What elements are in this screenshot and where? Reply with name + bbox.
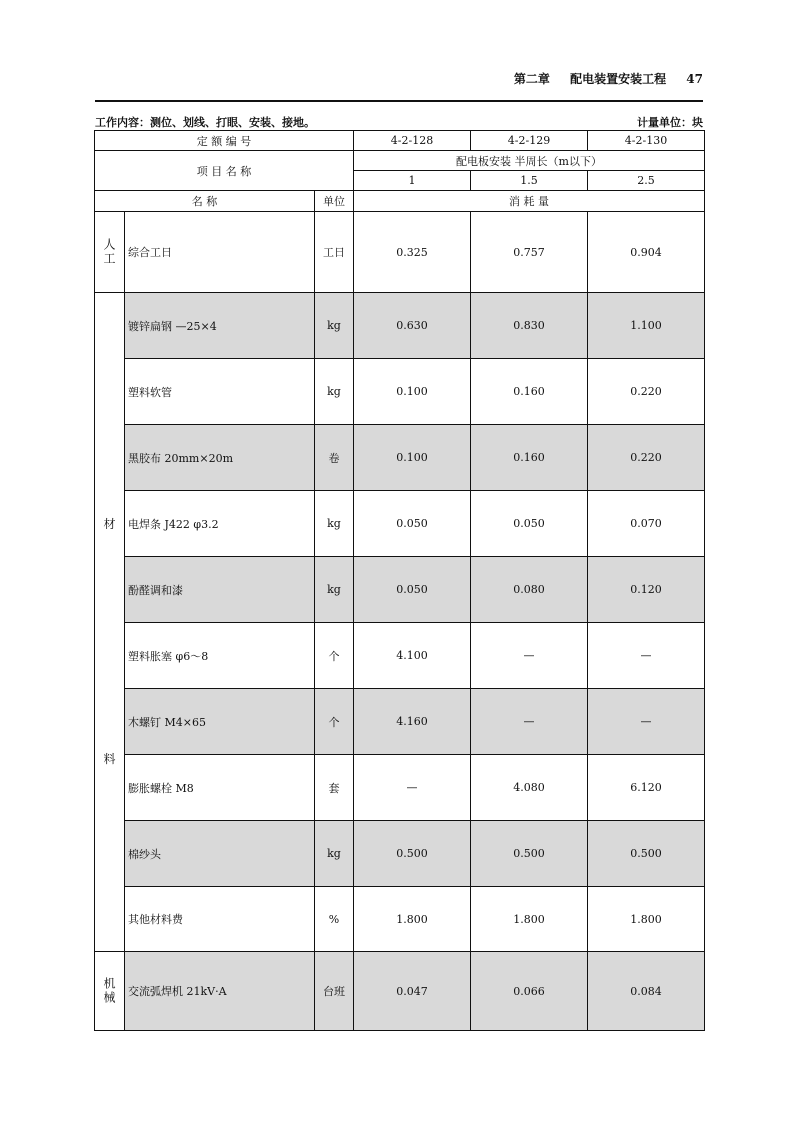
table-row bbox=[95, 952, 705, 1031]
unit-label: 计量单位：块 bbox=[637, 116, 703, 129]
row-name: 综合工日 bbox=[125, 212, 315, 293]
row-unit: kg bbox=[315, 359, 354, 425]
category-labor: 人工 bbox=[95, 212, 125, 293]
table-row bbox=[95, 359, 705, 425]
row-unit: 工日 bbox=[315, 212, 354, 293]
row-value: 1.800 bbox=[588, 887, 705, 952]
table-row bbox=[95, 755, 705, 821]
row-name: 黑胶布 20mm×20m bbox=[125, 425, 315, 491]
table-row bbox=[95, 689, 705, 755]
row-value: 0.120 bbox=[588, 557, 705, 623]
col-name-header: 名 称 bbox=[95, 191, 315, 212]
row-value: 0.160 bbox=[471, 425, 588, 491]
row-name: 电焊条 J422 φ3.2 bbox=[125, 491, 315, 557]
category-material bbox=[95, 293, 125, 952]
row-value: 6.120 bbox=[588, 755, 705, 821]
column-header-row bbox=[95, 191, 705, 212]
row-value: 0.500 bbox=[471, 821, 588, 887]
quota-label: 定 额 编 号 bbox=[95, 131, 354, 151]
row-name: 塑料软管 bbox=[125, 359, 315, 425]
row-unit: 台班 bbox=[315, 952, 354, 1031]
row-unit: kg bbox=[315, 293, 354, 359]
group-header: 配电板安装 半周长（m以下） bbox=[354, 151, 705, 171]
row-value: 0.220 bbox=[588, 425, 705, 491]
row-name: 酚醛调和漆 bbox=[125, 557, 315, 623]
code-cell: 4-2-128 bbox=[354, 131, 471, 151]
row-value: 0.100 bbox=[354, 425, 471, 491]
row-unit: kg bbox=[315, 491, 354, 557]
row-value: — bbox=[471, 623, 588, 689]
table-row bbox=[95, 821, 705, 887]
row-name: 棉纱头 bbox=[125, 821, 315, 887]
row-name: 膨胀螺栓 M8 bbox=[125, 755, 315, 821]
row-value: 0.080 bbox=[471, 557, 588, 623]
code-cell: 4-2-130 bbox=[588, 131, 705, 151]
row-value: 0.100 bbox=[354, 359, 471, 425]
row-value: 0.050 bbox=[471, 491, 588, 557]
row-unit: 个 bbox=[315, 623, 354, 689]
table-row bbox=[95, 887, 705, 952]
row-unit: 卷 bbox=[315, 425, 354, 491]
col-unit-header: 单位 bbox=[315, 191, 354, 212]
code-cell: 4-2-129 bbox=[471, 131, 588, 151]
row-value: 0.066 bbox=[471, 952, 588, 1031]
category-material-bottom: 料 bbox=[103, 751, 116, 766]
row-value: 0.084 bbox=[588, 952, 705, 1031]
size-cell: 1 bbox=[354, 171, 471, 191]
table-row bbox=[95, 491, 705, 557]
row-name: 镀锌扁钢 —25×4 bbox=[125, 293, 315, 359]
row-value: 0.630 bbox=[354, 293, 471, 359]
row-name: 木螺钉 M4×65 bbox=[125, 689, 315, 755]
row-value: — bbox=[471, 689, 588, 755]
size-cell: 2.5 bbox=[588, 171, 705, 191]
table-row bbox=[95, 293, 705, 359]
row-value: 0.050 bbox=[354, 491, 471, 557]
row-value: 0.325 bbox=[354, 212, 471, 293]
group-row bbox=[95, 151, 705, 171]
row-value: 0.904 bbox=[588, 212, 705, 293]
row-value: — bbox=[588, 689, 705, 755]
row-value: 0.830 bbox=[471, 293, 588, 359]
row-name: 其他材料费 bbox=[125, 887, 315, 952]
size-cell: 1.5 bbox=[471, 171, 588, 191]
page-number: 47 bbox=[686, 72, 703, 86]
row-value: — bbox=[354, 755, 471, 821]
row-value: 0.050 bbox=[354, 557, 471, 623]
row-unit: 个 bbox=[315, 689, 354, 755]
page-header bbox=[95, 70, 703, 87]
row-unit: kg bbox=[315, 557, 354, 623]
row-unit: 套 bbox=[315, 755, 354, 821]
table-row bbox=[95, 623, 705, 689]
row-value: 0.500 bbox=[354, 821, 471, 887]
col-consumption-header: 消 耗 量 bbox=[354, 191, 705, 212]
row-value: 4.080 bbox=[471, 755, 588, 821]
row-value: 0.757 bbox=[471, 212, 588, 293]
row-unit: % bbox=[315, 887, 354, 952]
row-value: 0.070 bbox=[588, 491, 705, 557]
row-value: 1.100 bbox=[588, 293, 705, 359]
row-value: 0.500 bbox=[588, 821, 705, 887]
quota-table bbox=[94, 130, 705, 1031]
row-value: 4.160 bbox=[354, 689, 471, 755]
row-value: 0.160 bbox=[471, 359, 588, 425]
row-value: 4.100 bbox=[354, 623, 471, 689]
item-label: 项 目 名 称 bbox=[95, 151, 354, 191]
row-value: 0.220 bbox=[588, 359, 705, 425]
row-name: 交流弧焊机 21kV·A bbox=[125, 952, 315, 1031]
chapter-label: 第二章 bbox=[513, 72, 550, 86]
table-row bbox=[95, 425, 705, 491]
row-unit: kg bbox=[315, 821, 354, 887]
table-row bbox=[95, 557, 705, 623]
row-value: 1.800 bbox=[354, 887, 471, 952]
codes-row bbox=[95, 131, 705, 151]
row-value: — bbox=[588, 623, 705, 689]
work-content: 工作内容：测位、划线、打眼、安装、接地。 bbox=[95, 116, 315, 129]
section-title: 配电装置安装工程 bbox=[570, 72, 667, 86]
row-value: 0.047 bbox=[354, 952, 471, 1031]
row-name: 塑料胀塞 φ6～8 bbox=[125, 623, 315, 689]
header-rule bbox=[95, 100, 703, 102]
category-machine: 机械 bbox=[95, 952, 125, 1031]
row-value: 1.800 bbox=[471, 887, 588, 952]
table-row bbox=[95, 212, 705, 293]
category-material-top: 材 bbox=[103, 516, 116, 531]
